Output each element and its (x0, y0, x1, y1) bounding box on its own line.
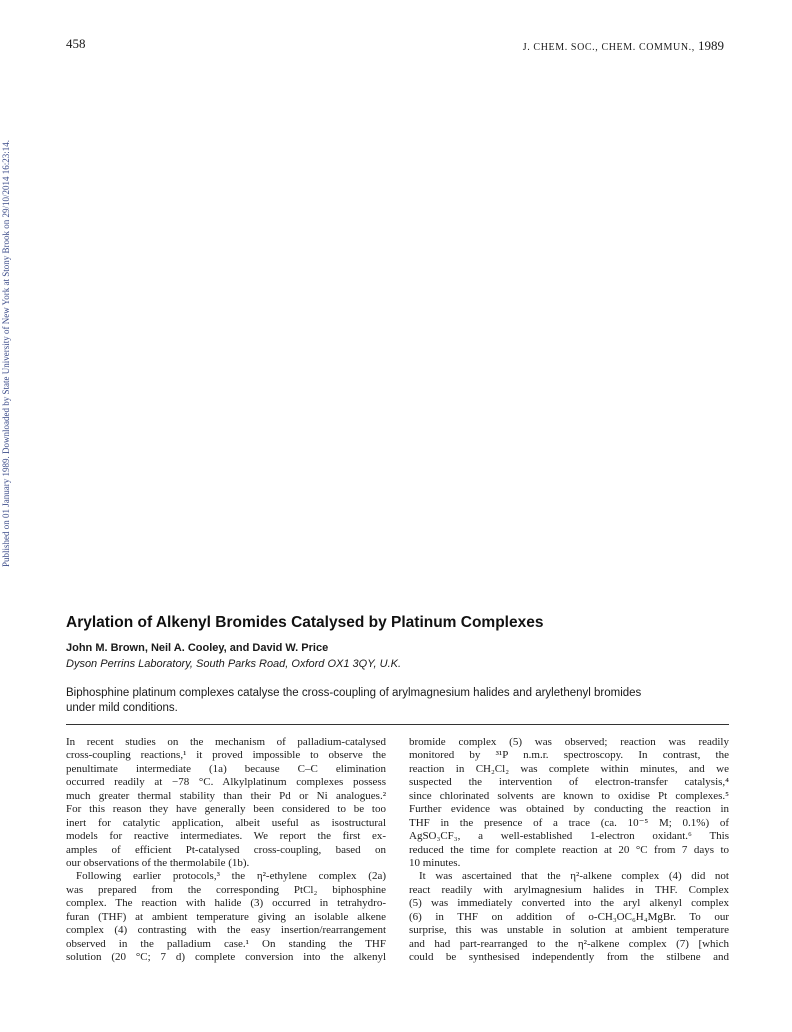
text-line: THF in the presence of a trace (ca. 10⁻⁵ M; 0.1%) of (409, 816, 729, 829)
text-line: react readily with arylmagnesium halides in THF. Complex (409, 883, 729, 896)
text-line: furan (THF) at ambient temperature giving an isolable alkene (66, 910, 386, 923)
text-line: solution (20 °C; 7 d) complete conversion into the alkenyl (66, 951, 386, 963)
text-line: AgSO₃CF₃, a well-established 1-electron oxidant.⁶ This (409, 830, 729, 843)
journal-name: J. CHEM. SOC., CHEM. COMMUN., (522, 42, 695, 53)
text-line: In recent studies on the mechanism of palladium-catalysed (66, 736, 386, 748)
body-column-right (409, 736, 729, 964)
text-line: since chlorinated solvents are known to oxidise Pt complexes.⁵ (409, 789, 729, 802)
text-line: surprise, this was unstable in solution at ambient temperature (409, 924, 729, 937)
section-divider (66, 724, 729, 725)
journal-year: 1989 (698, 38, 724, 53)
text-line: Further evidence was obtained by conducting the reaction in (409, 803, 729, 816)
text-line: For this reason they have generally been considered to be too (66, 803, 386, 816)
download-watermark (1, 140, 15, 640)
text-line: cross-coupling reactions,¹ it proved impossible to observe the (66, 749, 386, 762)
text-line: and had part-rearranged to the η²-alkene complex (7) [which (409, 937, 729, 950)
text-line: monitored by ³¹P n.m.r. spectroscopy. In contrast, the (409, 749, 729, 762)
text-line: amples of efficient Pt-catalysed cross-coupling, based on (66, 843, 386, 856)
watermark-text: Published on 01 January 1989. Downloaded by State University of New York at Stony Brook on 29/10/2014 16:23:14. (1, 140, 11, 567)
abstract (66, 686, 730, 716)
text-line: was prepared from the corresponding PtCl₂ biphosphine (66, 883, 386, 896)
text-line: much greater thermal stability than their Pd or Ni analogues.² (66, 789, 386, 802)
running-head (523, 38, 724, 54)
article-title: Arylation of Alkenyl Bromides Catalysed by Platinum Complexes (66, 614, 544, 631)
article-authors: John M. Brown, Neil A. Cooley, and David W. Price (66, 642, 329, 654)
abstract-line: Biphosphine platinum complexes catalyse the cross-coupling of arylmagnesium halides and arylethenyl bromides (66, 687, 642, 699)
article-affiliation: Dyson Perrins Laboratory, South Parks Road, Oxford OX1 3QY, U.K. (66, 658, 402, 670)
text-line: inert for catalytic application, albeit useful as isostructural (66, 816, 386, 829)
text-line: could be synthesised independently from the stilbene and (409, 951, 729, 963)
text-line: our observations of the thermolabile (1b). (66, 856, 250, 869)
text-line: models for reactive intermediates. We report the first ex- (66, 830, 386, 843)
page-number: 458 (66, 36, 86, 51)
text-line: observed in the palladium case.¹ On standing the THF (66, 937, 386, 950)
text-line: (6) in THF on addition of o-CH₃OC₆H₄MgBr. To our (409, 910, 729, 923)
text-line: reduced the time for complete reaction at 20 °C from 7 days to (409, 843, 729, 856)
text-line: reaction in CH₂Cl₂ was complete within minutes, and we (409, 762, 729, 775)
text-line: (5) was immediately converted into the aryl alkenyl complex (409, 897, 729, 910)
text-line: 10 minutes. (409, 856, 461, 869)
body-column-left (66, 736, 386, 964)
text-line: occurred readily at −78 °C. Alkylplatinum complexes possess (66, 776, 386, 789)
text-line: complex. The reaction with halide (3) occurred in tetrahydro- (66, 897, 386, 910)
abstract-line: under mild conditions. (66, 702, 178, 714)
text-line: penultimate intermediate (1a) because C–C elimination (66, 762, 386, 775)
text-line: It was ascertained that the η²-alkene complex (4) did not (419, 870, 729, 883)
text-line: bromide complex (5) was observed; reaction was readily (409, 736, 729, 748)
text-line: complex (4) contrasting with the easy insertion/rearrangement (66, 924, 386, 937)
text-line: suspected the intervention of electron-transfer catalysis,⁴ (409, 776, 729, 789)
text-line: Following earlier protocols,³ the η²-ethylene complex (2a) (76, 870, 386, 883)
